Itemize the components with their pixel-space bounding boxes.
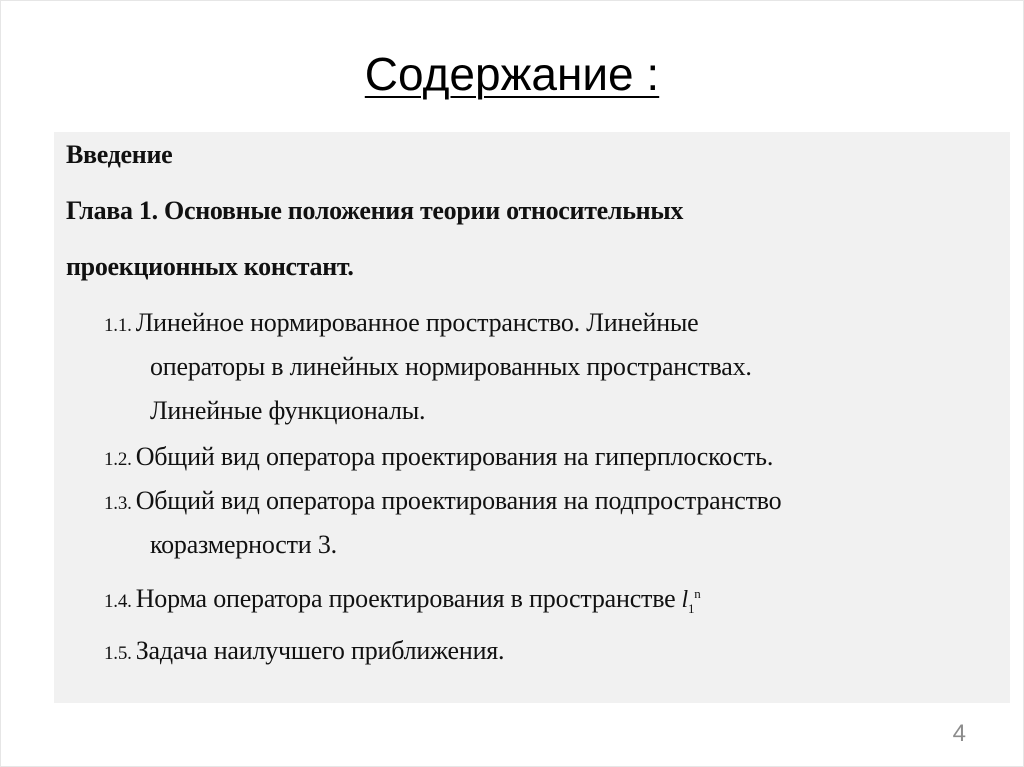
toc-item-1-1-line-2: операторы в линейных нормированных пространствах.	[150, 352, 752, 381]
toc-item-number: 1.2.	[104, 449, 132, 470]
toc-item-1-5	[104, 636, 504, 666]
toc-item-1-2	[104, 442, 773, 472]
table-of-contents	[54, 132, 1010, 703]
toc-item-text: Линейное нормированное пространство. Линейные	[135, 308, 699, 337]
slide-title-text: Содержание :	[364, 48, 660, 100]
toc-item-number: 1.1.	[104, 315, 132, 336]
toc-item-1-1	[104, 308, 699, 338]
toc-item-1-3-line-2: коразмерности 3.	[150, 530, 337, 559]
slide-title	[0, 44, 1024, 104]
toc-item-1-1-line-3: Линейные функционалы.	[150, 396, 426, 425]
toc-item-text: Общий вид оператора проектирования на гиперплоскость.	[135, 442, 774, 471]
page-number: 4	[952, 720, 966, 747]
toc-item-1-3	[104, 486, 781, 516]
toc-item-text: Норма оператора проектирования в пространстве	[135, 584, 676, 613]
toc-chapter-1-line-2: проекционных констант.	[66, 252, 354, 281]
toc-intro: Введение	[66, 140, 173, 169]
toc-item-text: Общий вид оператора проектирования на подпространство	[135, 486, 782, 515]
toc-item-number: 1.3.	[104, 493, 132, 514]
toc-item-1-4	[104, 584, 701, 617]
math-l1n-symbol: $l_1^n$	[681, 586, 701, 616]
toc-item-number: 1.5.	[104, 643, 132, 664]
toc-chapter-1-line-1: Глава 1. Основные положения теории относительных	[66, 196, 684, 225]
toc-item-number: 1.4.	[104, 591, 132, 612]
toc-item-text: Задача наилучшего приближения.	[135, 636, 505, 665]
